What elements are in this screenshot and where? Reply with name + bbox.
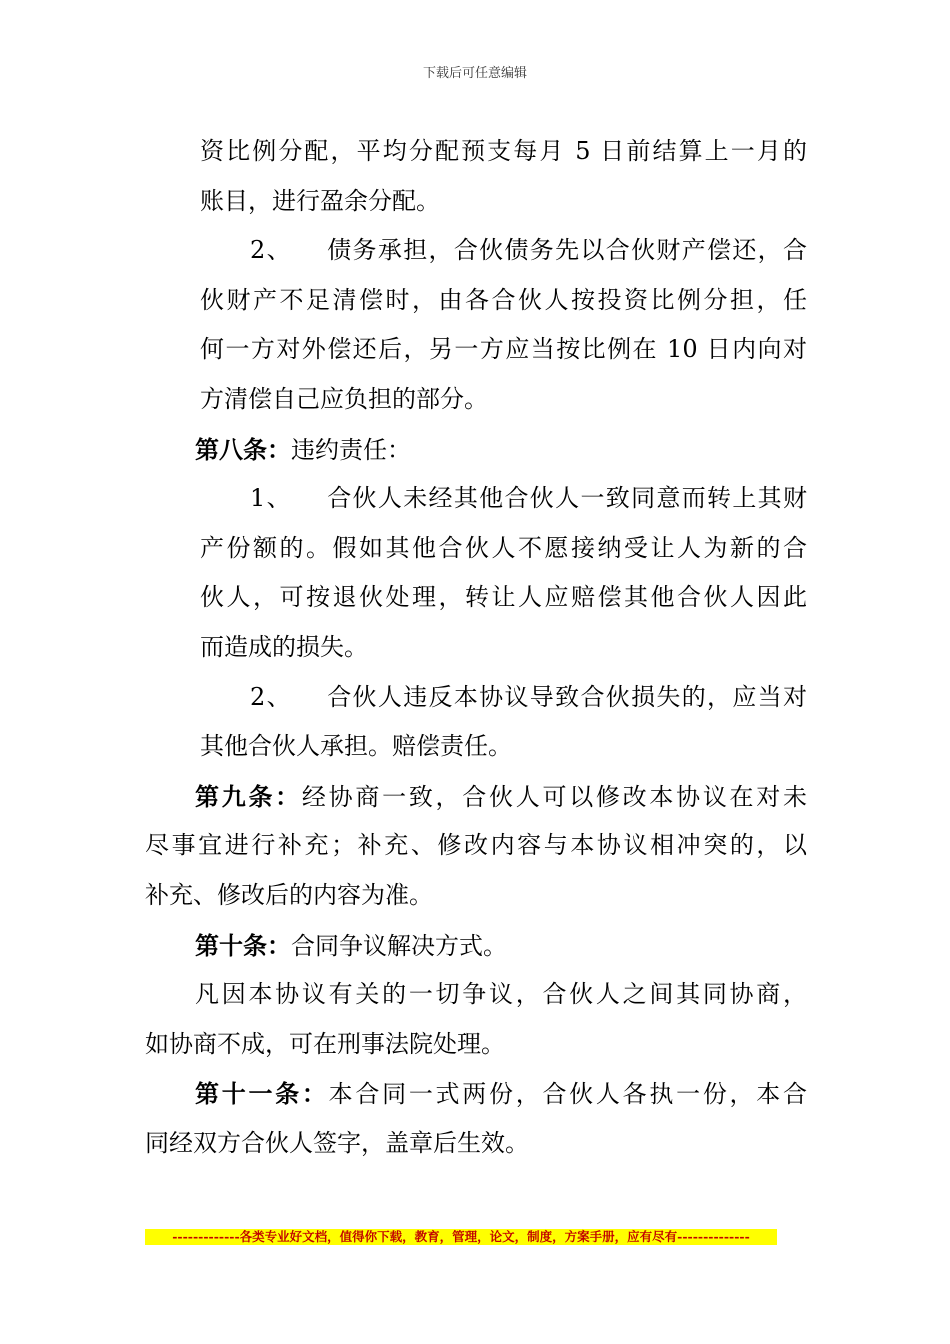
list-number: 2、 <box>250 236 292 265</box>
article-label: 第十一条： <box>195 1079 329 1109</box>
article-text: 本合同一式两份，合伙人各执一份，本合 <box>328 1080 807 1109</box>
article-heading <box>145 1069 807 1119</box>
article-label: 第九条： <box>195 781 302 811</box>
list-item-text: 合伙人违反本协议导致合伙损失的，应当对 <box>325 682 807 711</box>
text-line: 其他合伙人承担。赔偿责任。 <box>200 732 512 761</box>
article-heading <box>145 921 807 971</box>
list-item-line <box>145 474 807 524</box>
article-text: 经协商一致，合伙人可以修改本协议在对未 <box>301 782 807 811</box>
list-number: 2、 <box>250 682 292 711</box>
list-item-text: 合伙人未经其他合伙人一致同意而转上其财 <box>325 484 807 513</box>
list-number: 1、 <box>250 484 292 513</box>
text-line: 凡因本协议有关的一切争议，合伙人之间其同协商， <box>195 980 807 1009</box>
article-heading <box>145 772 807 822</box>
page-header: 下载后可任意编辑 <box>422 66 527 81</box>
text-line: 伙人，可按退伙处理，转让人应赔偿其他合伙人因此 <box>200 583 807 612</box>
article-label: 第八条： <box>195 434 291 464</box>
document-body <box>145 127 807 1168</box>
article-title: 违约责任： <box>291 435 411 464</box>
text-line: 方清偿自己应负担的部分。 <box>200 384 488 413</box>
article-title: 合同争议解决方式。 <box>291 931 507 960</box>
list-item-line <box>145 673 807 723</box>
list-item-line <box>145 226 807 276</box>
text-line: 伙财产不足清偿时，由各合伙人按投资比例分担，任 <box>200 285 807 314</box>
text-line: 同经双方合伙人签字，盖章后生效。 <box>145 1128 529 1157</box>
footer-banner: -------------各类专业好文档，值得你下载，教育，管理，论文，制度，方案手册，应有尽有-------------- <box>145 1229 777 1245</box>
article-label: 第十条： <box>195 930 291 960</box>
text-line: 账目，进行盈余分配。 <box>200 186 440 215</box>
text-line: 何一方对外偿还后，另一方应当按比例在 10 日内向对 <box>200 335 807 364</box>
text-line: 资比例分配，平均分配预支每月 5 日前结算上一月的 <box>200 137 807 165</box>
text-line: 而造成的损失。 <box>200 632 368 661</box>
text-line: 产份额的。假如其他合伙人不愿接纳受让人为新的合 <box>200 533 807 562</box>
list-item-text: 债务承担，合伙债务先以合伙财产偿还，合 <box>325 236 807 265</box>
text-line: 尽事宜进行补充；补充、修改内容与本协议相冲突的，以 <box>145 831 807 860</box>
text-line: 如协商不成，可在刑事法院处理。 <box>145 1029 505 1058</box>
article-heading <box>145 425 807 475</box>
text-line: 补充、修改后的内容为准。 <box>145 880 433 909</box>
